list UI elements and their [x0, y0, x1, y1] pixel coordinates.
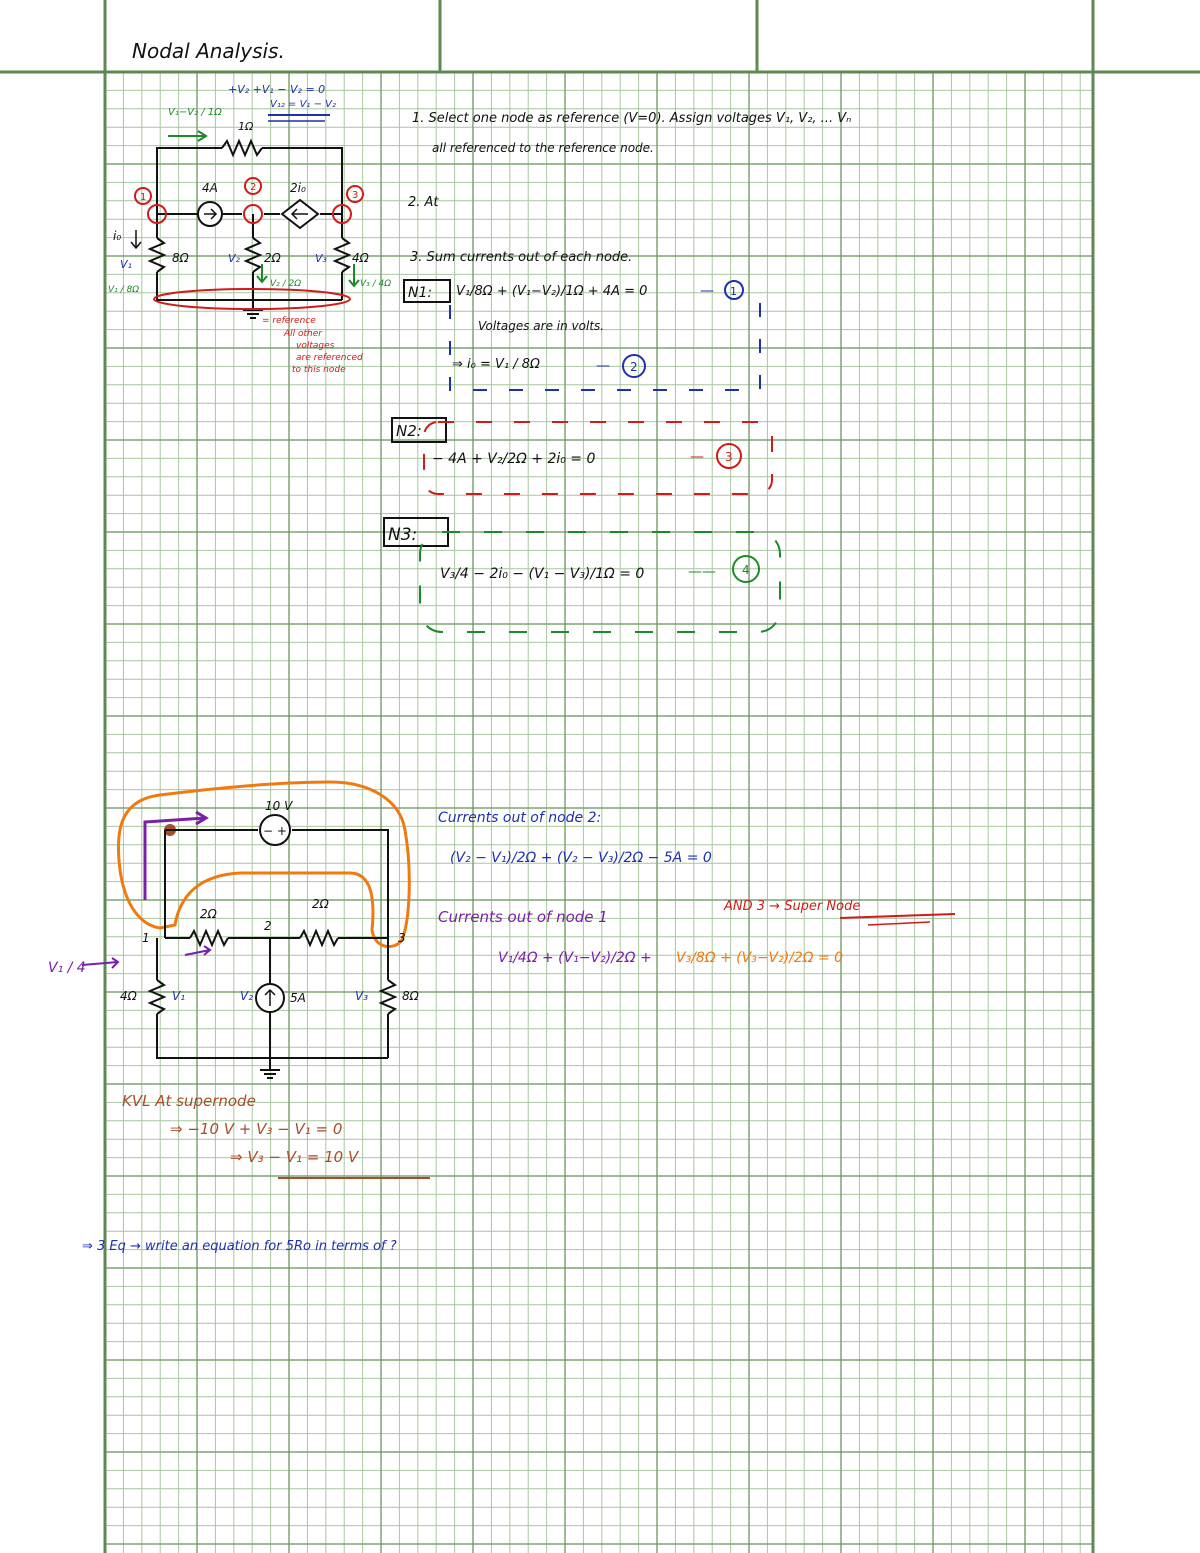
v2-current: V₂ / 2Ω [270, 279, 302, 289]
node2-title: Currents out of node 2: [438, 810, 602, 826]
i0-equation: ⇒ i₀ = V₁ / 8Ω [452, 357, 540, 372]
dep-source-label: 2i₀ [290, 181, 306, 195]
c2-r-top-left: 2Ω [200, 907, 217, 921]
svg-text:All other: All other [284, 329, 322, 339]
svg-text:to this node: to this node [292, 365, 346, 375]
step2: 2. At [408, 195, 439, 210]
c2-v3: V₃ [355, 989, 369, 1003]
c2-resistor-right [300, 931, 338, 945]
n3-equation: V₃/4 − 2i₀ − (V₁ − V₃)/1Ω = 0 [440, 566, 645, 582]
source-10v-label: 10 V [265, 799, 293, 813]
n3-tag: N3: [388, 525, 418, 545]
c2-wire-left-bottom [157, 1014, 388, 1058]
i0-number: 2 [630, 360, 638, 374]
v1-label: V₁ [120, 258, 132, 271]
n1-dash: — [700, 283, 714, 299]
c2-ground [260, 1058, 280, 1078]
n1-dashed-box [450, 285, 760, 390]
kvl-note-bottom: V₁₂ = V₁ − V₂ [270, 99, 337, 110]
node1-label: 1 [140, 192, 147, 203]
supernode-title: Currents out of node 1 [438, 908, 608, 926]
c2-resistor-4ohm [150, 980, 164, 1014]
page-title: Nodal Analysis. [132, 39, 285, 63]
r4-label: 4Ω [352, 251, 369, 265]
i0-label: i₀ [113, 229, 122, 243]
n2-equation: − 4A + V₂/2Ω + 2i₀ = 0 [432, 451, 596, 467]
top-resistor-label: 1Ω [238, 120, 254, 133]
v3-label: V₃ [315, 252, 327, 265]
r2-label: 2Ω [264, 251, 281, 265]
supernode-title-2: AND 3 → Super Node [724, 899, 861, 914]
node2-eq: (V₂ − V₁)/2Ω + (V₂ − V₃)/2Ω − 5A = 0 [450, 850, 712, 866]
n2-tag: N2: [396, 422, 422, 440]
c2-r-left: 4Ω [120, 989, 137, 1003]
voltage-source-polarity: − + [263, 824, 287, 838]
supernode-eq-a: V₁/4Ω + (V₁−V₂)/2Ω + [498, 950, 652, 966]
step3: 3. Sum currents out of each node. [410, 250, 633, 265]
i0-dash: — [596, 358, 610, 374]
node2-equation [392, 418, 772, 494]
step1-line1: 1. Select one node as reference (V=0). Assign voltages V₁, V₂, ... Vₙ [412, 111, 852, 126]
steps-block [408, 111, 851, 265]
v1-current: V₁ / 8Ω [108, 285, 140, 295]
c2-side-arrow [82, 958, 118, 968]
c2-v1: V₁ [172, 989, 186, 1003]
source-5a-label: 5A [290, 991, 306, 1005]
n2-number: 3 [725, 450, 733, 464]
c2-resistor-left [190, 931, 228, 945]
kvl-note-top: +V₂ +V₁ − V₂ = 0 [228, 83, 326, 96]
kvl-line2: ⇒ V₃ − V₁ = 10 V [230, 1148, 359, 1166]
svg-text:are referenced: are referenced [296, 353, 363, 363]
top-current-arrow [168, 131, 206, 141]
resistor-1ohm [222, 141, 262, 155]
top-current-label: V₁−V₂ / 1Ω [168, 107, 222, 118]
i0-arrow [131, 230, 141, 248]
v3-current: V₃ / 4Ω [360, 279, 392, 289]
n2-dash: — [690, 449, 704, 465]
node2-label: 2 [250, 182, 257, 193]
n3-dash: —— [688, 564, 716, 580]
n3-number: 4 [742, 563, 750, 577]
node3-equation [384, 518, 780, 632]
source-4a-label: 4A [202, 181, 218, 195]
node1-equation [404, 280, 760, 390]
supernode-eq-b: V₃/8Ω + (V₃−V₂)/2Ω = 0 [676, 950, 844, 966]
c2-v2: V₂ [240, 989, 254, 1003]
wire-left-bottom [157, 272, 342, 300]
n1-number: 1 [730, 285, 737, 298]
step1-line2: all referenced to the reference node. [432, 141, 654, 155]
n1-equation: V₁/8Ω + (V₁−V₂)/1Ω + 4A = 0 [456, 284, 648, 299]
c2-node1: 1 [142, 931, 150, 945]
c2-node2: 2 [264, 919, 272, 933]
n1-tag: N1: [408, 285, 433, 301]
c2-resistor-8ohm [381, 980, 395, 1014]
svg-text:voltages: voltages [296, 341, 335, 351]
svg-text:= reference: = reference [262, 316, 316, 326]
r8-label: 8Ω [172, 251, 189, 265]
c2-r-top-right: 2Ω [312, 897, 329, 911]
node3-label: 3 [352, 190, 359, 201]
v2-label: V₂ [228, 252, 240, 265]
c2-side-current: V₁ / 4 [48, 960, 86, 976]
footnote: ⇒ 3 Eq → write an equation for 5Ro in terms of ? [82, 1239, 397, 1254]
volts-note: Voltages are in volts. [478, 319, 605, 333]
kvl-line1: ⇒ −10 V + V₃ − V₁ = 0 [170, 1120, 343, 1138]
c2-r-right: 8Ω [402, 989, 419, 1003]
v3-current-arrow [349, 264, 359, 286]
kvl-title: KVL At supernode [122, 1092, 256, 1110]
supernode-underline [840, 914, 955, 918]
c2-node3: 3 [398, 931, 406, 945]
